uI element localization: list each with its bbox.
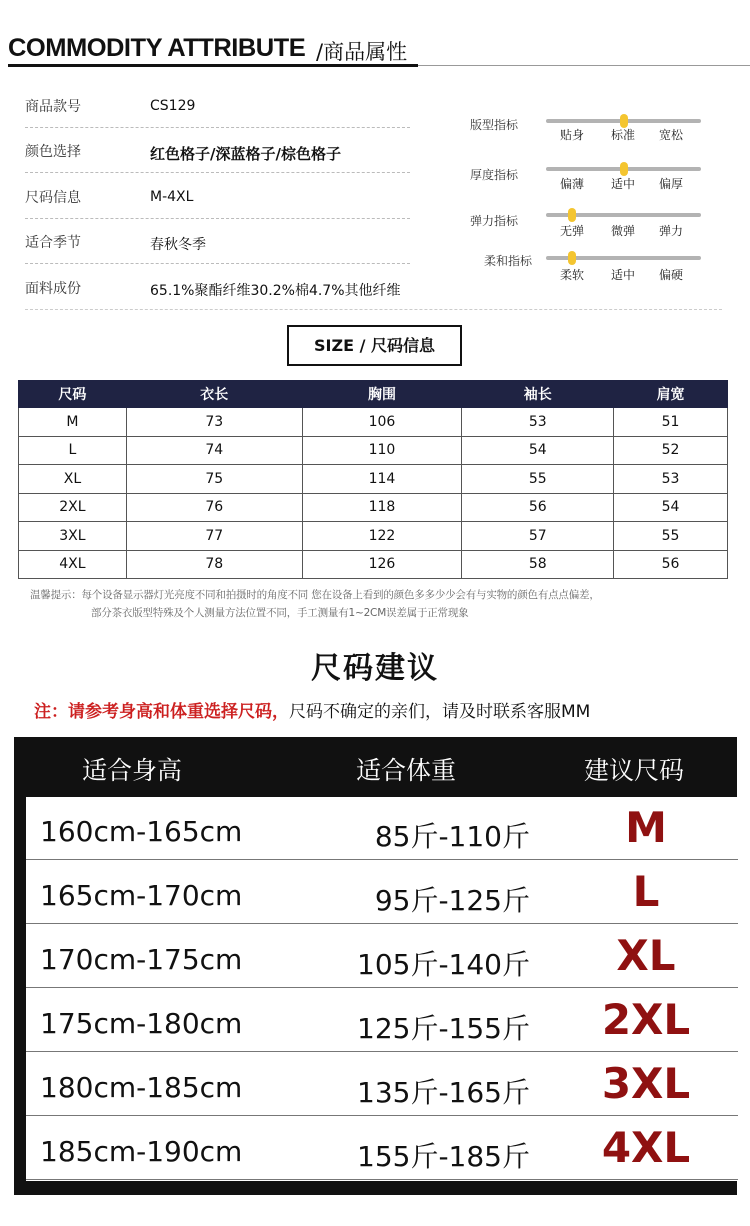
- table-row: [19, 408, 728, 437]
- table-row: [26, 925, 738, 988]
- table-row: [19, 550, 728, 579]
- column-header: 建议尺码: [584, 756, 685, 785]
- attr-row-fabric: [25, 278, 410, 324]
- indicator-option: 宽松: [659, 128, 684, 142]
- table-cell: 74: [126, 436, 302, 465]
- attr-value: 春秋冬季: [150, 237, 206, 253]
- table-cell: 76: [126, 493, 302, 522]
- indicator-option: 柔软: [560, 268, 585, 282]
- indicator-option: 适中: [611, 177, 636, 191]
- indicator-option: 偏厚: [659, 177, 684, 191]
- table-cell: 56: [462, 493, 614, 522]
- column-header: 袖长: [462, 381, 614, 408]
- table-cell: 78: [126, 550, 302, 579]
- table-cell: 52: [614, 436, 728, 465]
- table-cell: 3XL: [19, 522, 127, 551]
- indicator-thickness: [470, 162, 710, 206]
- weight-cell: 105斤-140斤: [357, 948, 530, 981]
- table-cell: L: [19, 436, 127, 465]
- table-cell: 53: [614, 465, 728, 494]
- indicator-name: 厚度指标: [470, 168, 519, 182]
- divider: [25, 218, 410, 219]
- header-title-en: COMMODITY ATTRIBUTE: [8, 34, 306, 62]
- column-header: 尺码: [19, 381, 127, 408]
- table-cell: 55: [462, 465, 614, 494]
- table-cell: 118: [302, 493, 462, 522]
- recommend-note: [34, 697, 590, 722]
- table-cell: 54: [462, 436, 614, 465]
- divider: [25, 172, 410, 173]
- table-row: [26, 1117, 738, 1180]
- size-cell: 3XL: [601, 1059, 691, 1108]
- indicator-name: 弹力指标: [470, 214, 519, 228]
- size-table-header: [19, 381, 728, 408]
- table-cell: 114: [302, 465, 462, 494]
- table-cell: 53: [462, 408, 614, 437]
- indicator-option: 贴身: [560, 128, 585, 142]
- size-table: [18, 380, 728, 579]
- table-cell: 73: [126, 408, 302, 437]
- table-row: [26, 861, 738, 924]
- table-cell: XL: [19, 465, 127, 494]
- column-header: 衣长: [126, 381, 302, 408]
- table-cell: 57: [462, 522, 614, 551]
- column-header: 肩宽: [614, 381, 728, 408]
- table-cell: 4XL: [19, 550, 127, 579]
- indicator-name: 柔和指标: [484, 254, 533, 268]
- size-cell: M: [625, 803, 667, 852]
- height-cell: 175cm-180cm: [40, 1007, 243, 1040]
- weight-cell: 95斤-125斤: [374, 884, 530, 917]
- table-cell: 56: [614, 550, 728, 579]
- attr-row-size: [25, 187, 410, 233]
- table-cell: 54: [614, 493, 728, 522]
- table-cell: 75: [126, 465, 302, 494]
- table-row: [26, 1053, 738, 1116]
- recommend-table-body: [26, 797, 738, 1181]
- height-cell: 180cm-185cm: [40, 1071, 243, 1104]
- table-cell: 126: [302, 550, 462, 579]
- column-header: 适合身高: [82, 756, 183, 785]
- size-cell: 2XL: [601, 995, 691, 1044]
- table-cell: 106: [302, 408, 462, 437]
- indicator-elasticity: [470, 208, 710, 252]
- table-cell: 122: [302, 522, 462, 551]
- indicator-marker: [568, 208, 576, 222]
- indicator-option: 偏薄: [560, 177, 585, 191]
- attr-row-style-number: [25, 96, 410, 142]
- column-header: 适合体重: [356, 756, 457, 785]
- indicator-softness: [470, 252, 710, 296]
- header-rule: [418, 65, 750, 66]
- weight-cell: 125斤-155斤: [357, 1012, 530, 1045]
- attr-value: M-4XL: [150, 189, 194, 205]
- attr-label: 尺码信息: [25, 190, 81, 206]
- header-underline: [8, 64, 418, 67]
- attr-value: CS129: [150, 98, 196, 114]
- column-header: 胸围: [302, 381, 462, 408]
- attr-value: 红色格子/深蓝格子/棕色格子: [150, 145, 341, 163]
- height-cell: 160cm-165cm: [40, 815, 243, 848]
- table-row: [19, 522, 728, 551]
- indicator-name: 版型指标: [470, 118, 519, 132]
- recommend-note-highlight: 注：请参考身高和体重选择尺码，: [34, 702, 289, 722]
- divider: [25, 263, 410, 264]
- indicator-option: 微弹: [611, 224, 636, 238]
- table-row: [19, 436, 728, 465]
- table-cell: 58: [462, 550, 614, 579]
- indicator-marker: [568, 251, 576, 265]
- table-cell: 55: [614, 522, 728, 551]
- attr-value: 65.1%聚酯纤维30.2%棉4.7%其他纤维: [150, 283, 401, 299]
- recommend-table: [14, 737, 737, 1195]
- height-cell: 165cm-170cm: [40, 879, 243, 912]
- indicator-marker: [620, 162, 628, 176]
- table-cell: 2XL: [19, 493, 127, 522]
- height-cell: 170cm-175cm: [40, 943, 243, 976]
- attr-label: 适合季节: [25, 235, 81, 251]
- table-row: [19, 493, 728, 522]
- height-cell: 185cm-190cm: [40, 1135, 243, 1168]
- indicator-option: 适中: [611, 268, 636, 282]
- table-cell: 77: [126, 522, 302, 551]
- indicator-option: 无弹: [560, 224, 585, 238]
- attr-row-season: [25, 232, 410, 278]
- indicator-option: 标准: [611, 128, 636, 142]
- tip-line-1: 温馨提示：每个设备显示器灯光亮度不同和拍摄时的角度不同 您在设备上看到的颜色多多少少会有与实物的颜色有点点偏差，: [30, 589, 600, 601]
- table-cell: 51: [614, 408, 728, 437]
- attr-label: 商品款号: [25, 99, 81, 115]
- table-row: [26, 989, 738, 1052]
- table-row: [26, 797, 738, 860]
- section-header: [8, 30, 750, 70]
- indicator-option: 偏硬: [659, 268, 684, 282]
- weight-cell: 155斤-185斤: [357, 1140, 530, 1173]
- size-cell: 4XL: [601, 1123, 691, 1172]
- recommend-table-header: [14, 737, 737, 797]
- table-cell: 110: [302, 436, 462, 465]
- table-row: [19, 465, 728, 494]
- recommend-title: 尺码建议: [311, 651, 439, 686]
- attr-label: 颜色选择: [25, 144, 81, 160]
- table-cell: M: [19, 408, 127, 437]
- attr-label: 面料成份: [25, 281, 81, 297]
- tip-line-2: 部分茶衣版型特殊及个人测量方法位置不同，手工测量有1~2CM误差属于正常现象: [91, 607, 469, 619]
- header-title-cn: /商品属性: [316, 40, 408, 64]
- size-cell: L: [632, 867, 660, 916]
- divider: [25, 127, 410, 128]
- indicator-option: 弹力: [659, 224, 684, 238]
- attr-row-color: [25, 141, 410, 187]
- size-section-title: SIZE / 尺码信息: [287, 325, 462, 366]
- indicator-fit: [470, 114, 710, 158]
- weight-cell: 135斤-165斤: [357, 1076, 530, 1109]
- weight-cell: 85斤-110斤: [374, 820, 530, 853]
- recommend-note-text: 尺码不确定的亲们，请及时联系客服MM: [289, 702, 591, 722]
- divider: [25, 309, 722, 310]
- size-cell: XL: [616, 931, 676, 980]
